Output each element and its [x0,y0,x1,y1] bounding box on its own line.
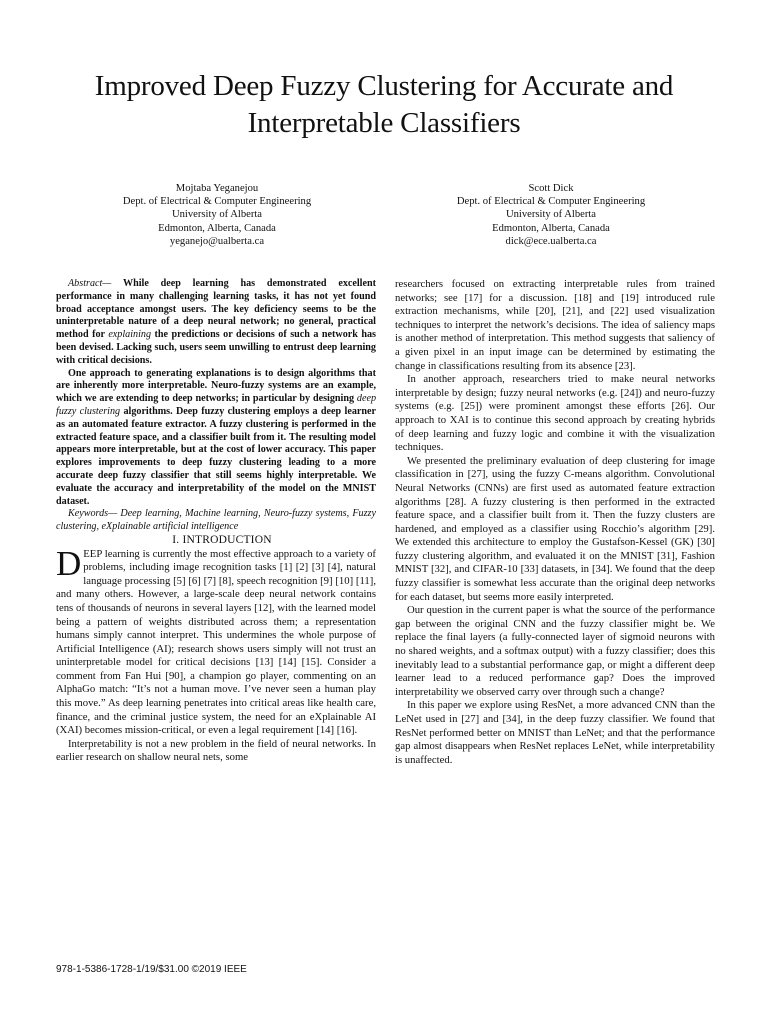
paper-title [40,68,728,142]
abstract-emphasis: explaining [108,329,152,341]
author-university: University of Alberta [171,209,263,221]
abstract-paragraph-2 [56,368,376,509]
author-location: Edmonton, Alberta, Canada [492,222,610,234]
abstract-emphasis: deep fuzzy clustering [56,393,377,417]
body-paragraph: In another approach, researchers tried to make neural networks interpretable by design; fuzzy neural networks (e.g. [24]) and neuro-fuzzy systems (e.g. [25]) were prominent amongst these efforts [26]. Our approach to XAI is to continue this second approach by creating hybrids of deep learning and fuzzy logic and combine it with the visualization techniques. [395,373,715,454]
author-name: Scott Dick [528,183,574,194]
author-email: yeganejo@ualberta.ca [169,235,265,247]
drop-cap: D [56,543,82,583]
author-dept: Dept. of Electrical & Computer Engineering [456,196,646,208]
author-location: Edmonton, Alberta, Canada [158,222,276,234]
abstract-text: algorithms. Deep fuzzy clustering employs a deep learner as an automated feature extractor. A fuzzy clustering is performed in the extracted feature space, and a classifier built from it. The resulting model appears more interpretable, but at the cost of lower accuracy. This paper explores improvements to deep fuzzy clustering leading to a more accurate deep fuzzy classifier that still seems highly interpretable. We evaluate the accuracy and interpretability of the model on the MNIST dataset. [56,405,376,507]
title-line-2: Interpretable Classifiers [247,107,521,139]
body-paragraph: In this paper we explore using ResNet, a more advanced CNN than the LeNet used in [27] and [34], in the deep fuzzy classifier. We found that ResNet performed better on MNIST than LeNet; and that the performance gap almost disappears when ResNet replaces LeNet, while interpretability is unaffected. [395,699,715,766]
right-column [395,278,715,767]
author-block-2 [431,182,671,248]
abstract-text: One approach to generating explanations is to design algorithms that are inherently more interpretable. Neuro-fuzzy systems are an example, which we are extending to deep networks; in particular by designing [56,367,376,405]
author-block-1 [97,182,337,248]
body-paragraph-continued: researchers focused on extracting interpretable rules from trained networks; see [17] for a discussion. [18] and [19] introduced rule extraction mechanisms, while [20], [21], and [22] used visualization techniques to interpret the network’s decisions. The idea of saliency maps is another method of interpretation. This method suggests that saliency of a given pixel in an input image can be determined by estimating the change in classifications resulting from its absence [23]. [395,278,715,372]
intro-paragraph-2: Interpretability is not a new problem in the field of neural networks. In earlier research on shallow neural nets, some [56,737,376,764]
body-paragraph: We presented the preliminary evaluation of deep clustering for image classification in [27], using the fuzzy C-means algorithm. Convolutional Neural Networks (CNNs) are first used as automated feature extraction algorithms [28]. A fuzzy clustering is then performed in the extracted feature space, and a classifier built from it. Then the fuzzy clusters are hardened, and employed as a classifier using Rocchio’s algorithm [29]. We extended this architecture to employ the Gustafson-Kessel (GK) [30] fuzzy clustering algorithm, and evaluated it on the MNIST [31], Fashion MNIST [32], and CIFAR-10 [33] datasets, in [34]. We found that the deep fuzzy classifier is somewhat less accurate than the original deep networks for each dataset, but seems more easily interpreted. [395,454,715,603]
author-email: dick@ece.ualberta.ca [505,235,597,247]
abstract [56,278,376,508]
keywords: Keywords— Deep learning, Machine learning, Neuro-fuzzy systems, Fuzzy clustering, eXplainable artificial intelligence [56,508,376,533]
copyright-footer: 978-1-5386-1728-1/19/$31.00 ©2019 IEEE [56,964,247,975]
title-line-1: Improved Deep Fuzzy Clustering for Accurate and [94,70,674,102]
body-paragraph: Our question in the current paper is what the source of the performance gap between the original CNN and the fuzzy classifier might be. We replace the final layers (a fully-connected layer of sigmoid neurons with no shared weights, and a softmax output) with a fuzzy classifier; does this inevitably lead to a substantial performance gap, or might a different deep learner lead to a reduced performance gap? Does the improved interpretability we observed carry over through such a change? [395,604,715,698]
abstract-text: the predictions or decisions of such a network has been devised. Lacking such, users seem unwilling to entrust deep learning with critical decisions. [56,329,376,366]
abstract-text: While deep learning has demonstrated excellent performance in many challenging learning tasks, it has not yet found broad acceptance amongst users. The key deficiency seems to be the uninterpretable nature of a deep neural network; no general, practical method for [56,278,376,341]
intro-text: EEP learning is currently the most effective approach to a variety of problems, including image recognition tasks [1] [2] [3] [4], natural language processing [5] [6] [7] [8], speech recognition [9] [10] [11], and many others. However, a large-scale deep neural network contains tens of thousands of neurons in several layers [12], with the learned model being a pattern of weights distributed across them; a representation humans simply cannot interpret. This undermines the whole purpose of Artificial Intelligence (AI); research shows users simply will not trust an uninterpretable model for critical decisions [13] [14] [15]. Consider a comment from Fan Hui [90], a champion go player, commenting on an AlphaGo match: “It’s not a human move. I’ve never seen a human play this move.” As deep learning penetrates into critical areas like health care, finance, and the criminal justice system, the need for an eXplainable AI (XAI) becomes mission-critical, or even a legal requirement [14] [16]. [56,547,376,737]
abstract-lead: Abstract— [68,278,112,289]
intro-paragraph-1 [56,543,376,738]
abstract-paragraph-1 [56,278,376,368]
left-column [56,278,376,765]
author-name: Mojtaba Yeganejou [175,183,259,194]
section-heading-introduction: I. INTRODUCTION [172,533,272,546]
author-dept: Dept. of Electrical & Computer Engineering [122,196,312,208]
author-university: University of Alberta [505,209,597,221]
